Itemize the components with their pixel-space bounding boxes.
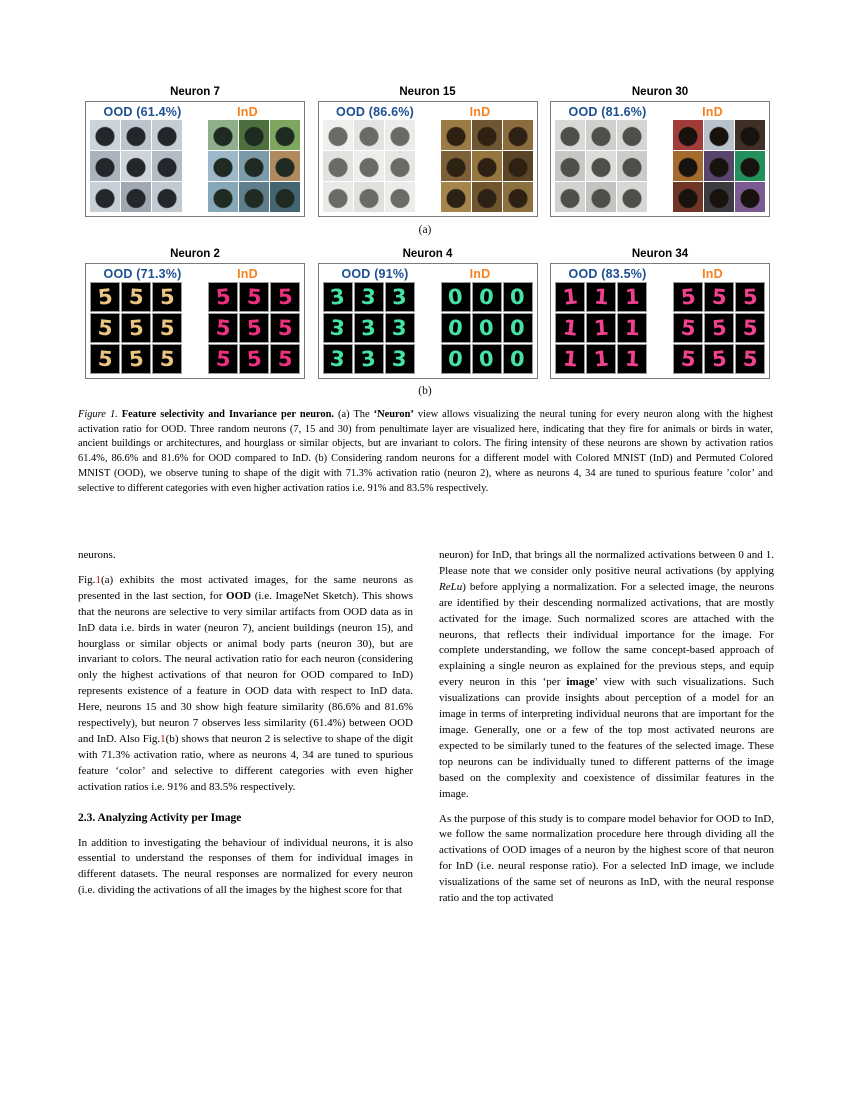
digit-glyph: 5 bbox=[245, 315, 263, 340]
digit-glyph: 5 bbox=[710, 315, 728, 340]
panel-grids bbox=[90, 282, 300, 374]
image-tile bbox=[503, 120, 533, 150]
digit-tile bbox=[441, 282, 471, 312]
image-tile bbox=[152, 120, 182, 150]
image-tile bbox=[472, 120, 502, 150]
digit-glyph: 5 bbox=[679, 314, 697, 341]
panel-title: Neuron 7 bbox=[170, 86, 220, 98]
digit-tile bbox=[735, 282, 765, 312]
figure-row-a bbox=[85, 86, 770, 217]
ind-label: InD bbox=[237, 104, 258, 119]
digit-glyph: 5 bbox=[679, 345, 697, 372]
digit-glyph: 3 bbox=[360, 315, 377, 340]
image-tile bbox=[385, 151, 415, 181]
image-tile bbox=[208, 182, 238, 212]
ood-image-grid bbox=[555, 120, 647, 212]
image-tile bbox=[208, 120, 238, 150]
panel-labels bbox=[323, 265, 533, 282]
image-tile bbox=[354, 120, 384, 150]
digit-glyph: 5 bbox=[742, 346, 758, 371]
image-tile bbox=[152, 151, 182, 181]
image-tile bbox=[441, 120, 471, 150]
digit-glyph: 0 bbox=[509, 315, 526, 340]
ind-label: InD bbox=[702, 104, 723, 119]
digit-tile bbox=[90, 282, 120, 312]
ind-label: InD bbox=[237, 266, 258, 281]
digit-glyph: 5 bbox=[127, 315, 145, 340]
digit-glyph: 5 bbox=[127, 345, 145, 372]
figure-row-b bbox=[85, 248, 770, 379]
digit-tile bbox=[385, 313, 415, 343]
digit-glyph: 5 bbox=[127, 284, 145, 309]
panel-title: Neuron 30 bbox=[631, 86, 689, 98]
paragraph: neuron) for InD, that brings all the normalized activations between 0 and 1. Please note that we consider only positive neural activations (by applying ReLu) before applying a normalization. For a selected image, the neurons are identified by their descending normalized activations, that are mostly activated for the image. Such normalized scores are attached with the neurons, that reflects their individual importance for the image. For complete understanding, we follow the same concept-based approach of explaining a single neuron as explained for the previous steps, and equip every neuron in this ‘per image’ view with such visualizations. Such visualizations can provide insights about perception of a model for an image in terms of interpreting individual neurons that are important for the image. Generally, one or a few of the top most activated neurons are expected to be similarly tuned to the features of the selected image. These top neurons can be individually tuned to different patterns of the image based on the complexity and coexistence of dissimilar features in the image. bbox=[439, 549, 775, 800]
panel-title: Neuron 2 bbox=[170, 248, 220, 260]
digit-tile bbox=[555, 313, 585, 343]
digit-glyph: 1 bbox=[561, 314, 579, 341]
image-tile bbox=[208, 151, 238, 181]
image-tile bbox=[704, 182, 734, 212]
image-tile bbox=[704, 151, 734, 181]
digit-tile bbox=[617, 344, 647, 374]
image-tile bbox=[673, 182, 703, 212]
ood-digit-grid bbox=[90, 282, 182, 374]
panel-box bbox=[85, 101, 305, 217]
digit-tile bbox=[586, 282, 616, 312]
digit-tile bbox=[441, 313, 471, 343]
digit-tile bbox=[270, 344, 300, 374]
digit-glyph: 1 bbox=[624, 284, 640, 309]
panel-title: Neuron 34 bbox=[631, 248, 689, 260]
image-tile bbox=[270, 182, 300, 212]
neuron-panel bbox=[550, 248, 770, 379]
image-tile bbox=[354, 151, 384, 181]
image-tile bbox=[673, 151, 703, 181]
digit-tile bbox=[121, 282, 151, 312]
ind-image-grid bbox=[441, 120, 533, 212]
ind-digit-grid bbox=[208, 282, 300, 374]
digit-glyph: 1 bbox=[561, 283, 579, 310]
digit-tile bbox=[270, 282, 300, 312]
digit-tile bbox=[704, 313, 734, 343]
ood-label: OOD (91%) bbox=[341, 266, 409, 281]
panel-labels bbox=[90, 265, 300, 282]
image-tile bbox=[121, 182, 151, 212]
body-column-left bbox=[78, 548, 413, 908]
digit-glyph: 5 bbox=[214, 283, 232, 310]
image-tile bbox=[472, 151, 502, 181]
image-tile bbox=[354, 182, 384, 212]
digit-tile bbox=[673, 344, 703, 374]
image-tile bbox=[90, 151, 120, 181]
ood-image-grid bbox=[90, 120, 182, 212]
digit-tile bbox=[239, 344, 269, 374]
digit-glyph: 5 bbox=[159, 315, 175, 340]
image-tile bbox=[555, 151, 585, 181]
digit-tile bbox=[152, 313, 182, 343]
ind-label: InD bbox=[469, 104, 491, 119]
digit-glyph: 5 bbox=[96, 345, 114, 372]
ind-digit-grid bbox=[673, 282, 765, 374]
image-tile bbox=[586, 120, 616, 150]
digit-glyph: 0 bbox=[447, 345, 464, 372]
digit-tile bbox=[208, 313, 238, 343]
digit-tile bbox=[323, 313, 353, 343]
digit-tile bbox=[90, 344, 120, 374]
neuron-panel bbox=[550, 86, 770, 217]
digit-glyph: 5 bbox=[277, 315, 293, 340]
neuron-panel bbox=[85, 248, 305, 379]
paragraph: In addition to investigating the behaviour of individual neurons, it is also essential to understand the responses of them for individual images in different datasets. The neural responses are normalized for every neuron (i.e. dividing the activations of all the images by the highest score for that bbox=[78, 836, 413, 897]
image-tile bbox=[152, 182, 182, 212]
digit-tile bbox=[586, 344, 616, 374]
panel-grids bbox=[555, 282, 765, 374]
image-tile bbox=[735, 182, 765, 212]
digit-glyph: 0 bbox=[478, 315, 495, 340]
digit-glyph: 0 bbox=[478, 284, 495, 309]
panel-box bbox=[550, 101, 770, 217]
ood-label: OOD (71.3%) bbox=[103, 266, 182, 281]
ind-image-grid bbox=[673, 120, 765, 212]
digit-glyph: 1 bbox=[624, 315, 640, 340]
digit-glyph: 5 bbox=[277, 346, 293, 371]
image-tile bbox=[90, 182, 120, 212]
panel-labels bbox=[323, 103, 533, 120]
section-heading: 2.3. Analyzing Activity per Image bbox=[78, 811, 242, 824]
digit-tile bbox=[354, 344, 384, 374]
ind-image-grid bbox=[208, 120, 300, 212]
image-tile bbox=[735, 151, 765, 181]
panel-title: Neuron 15 bbox=[399, 86, 456, 98]
panel-box bbox=[550, 263, 770, 379]
subfigure-label-b: (b) bbox=[418, 385, 432, 397]
neuron-panel bbox=[85, 86, 305, 217]
digit-tile bbox=[323, 282, 353, 312]
ood-digit-grid bbox=[323, 282, 415, 374]
panel-grids bbox=[555, 120, 765, 212]
digit-tile bbox=[385, 344, 415, 374]
panel-grids bbox=[323, 120, 533, 212]
digit-glyph: 3 bbox=[391, 284, 408, 309]
image-tile bbox=[704, 120, 734, 150]
digit-tile bbox=[704, 344, 734, 374]
panel-labels bbox=[555, 103, 765, 120]
image-tile bbox=[673, 120, 703, 150]
digit-tile bbox=[555, 344, 585, 374]
digit-tile bbox=[208, 282, 238, 312]
digit-tile bbox=[472, 344, 502, 374]
subfigure-label-a: (a) bbox=[418, 224, 432, 236]
digit-glyph: 3 bbox=[329, 314, 347, 341]
image-tile bbox=[385, 120, 415, 150]
digit-glyph: 3 bbox=[328, 283, 346, 310]
digit-glyph: 1 bbox=[561, 345, 579, 372]
ind-label: InD bbox=[702, 266, 723, 281]
image-tile bbox=[270, 151, 300, 181]
image-tile bbox=[121, 151, 151, 181]
digit-tile bbox=[586, 313, 616, 343]
digit-tile bbox=[735, 344, 765, 374]
digit-glyph: 5 bbox=[159, 284, 175, 309]
digit-tile bbox=[617, 282, 647, 312]
digit-glyph: 5 bbox=[710, 345, 728, 372]
digit-tile bbox=[555, 282, 585, 312]
image-tile bbox=[90, 120, 120, 150]
ind-digit-grid bbox=[441, 282, 533, 374]
digit-glyph: 5 bbox=[214, 345, 232, 372]
digit-glyph: 5 bbox=[214, 314, 232, 341]
panel-box bbox=[318, 101, 538, 217]
digit-glyph: 5 bbox=[742, 284, 758, 309]
image-tile bbox=[472, 182, 502, 212]
neuron-panel bbox=[318, 86, 538, 217]
image-tile bbox=[503, 151, 533, 181]
digit-glyph: 0 bbox=[447, 314, 465, 341]
digit-tile bbox=[673, 282, 703, 312]
digit-glyph: 5 bbox=[710, 284, 728, 309]
digit-tile bbox=[239, 313, 269, 343]
image-tile bbox=[270, 120, 300, 150]
image-tile bbox=[555, 182, 585, 212]
digit-glyph: 5 bbox=[245, 284, 263, 309]
digit-glyph: 1 bbox=[592, 284, 610, 309]
digit-tile bbox=[152, 344, 182, 374]
digit-tile bbox=[704, 282, 734, 312]
image-tile bbox=[617, 151, 647, 181]
digit-tile bbox=[270, 313, 300, 343]
digit-tile bbox=[152, 282, 182, 312]
digit-tile bbox=[673, 313, 703, 343]
digit-glyph: 5 bbox=[245, 345, 263, 372]
digit-glyph: 0 bbox=[509, 346, 526, 371]
digit-tile bbox=[385, 282, 415, 312]
paragraph: neurons. bbox=[78, 549, 116, 561]
ind-label: InD bbox=[469, 266, 491, 281]
image-tile bbox=[323, 151, 353, 181]
panel-box bbox=[85, 263, 305, 379]
digit-glyph: 1 bbox=[624, 346, 640, 371]
digit-tile bbox=[472, 313, 502, 343]
ood-label: OOD (61.4%) bbox=[103, 104, 182, 119]
digit-tile bbox=[121, 313, 151, 343]
paragraph: As the purpose of this study is to compare model behavior for OOD to InD, we follow the same normalization procedure here through dividing all the activations of OOD images of a neuron by the highest score of that neuron for InD (i.e. neural response ratio). For a selected InD image, we include visualizations of the same set of neurons as InD, with the neural response ratio and the top activated bbox=[439, 812, 774, 905]
ood-label: OOD (81.6%) bbox=[568, 104, 647, 119]
digit-glyph: 5 bbox=[96, 314, 114, 341]
digit-tile bbox=[239, 282, 269, 312]
image-tile bbox=[555, 120, 585, 150]
panel-box bbox=[318, 263, 538, 379]
digit-tile bbox=[441, 344, 471, 374]
digit-tile bbox=[208, 344, 238, 374]
image-tile bbox=[323, 182, 353, 212]
image-tile bbox=[323, 120, 353, 150]
digit-glyph: 5 bbox=[679, 283, 697, 310]
digit-glyph: 5 bbox=[96, 283, 114, 310]
digit-glyph: 0 bbox=[478, 345, 495, 372]
ood-label: OOD (86.6%) bbox=[336, 104, 414, 119]
image-tile bbox=[617, 120, 647, 150]
panel-grids bbox=[90, 120, 300, 212]
digit-tile bbox=[354, 313, 384, 343]
neuron-panel bbox=[318, 248, 538, 379]
image-tile bbox=[441, 182, 471, 212]
image-tile bbox=[586, 182, 616, 212]
digit-tile bbox=[617, 313, 647, 343]
ood-digit-grid bbox=[555, 282, 647, 374]
digit-glyph: 0 bbox=[446, 283, 464, 310]
panel-title: Neuron 4 bbox=[402, 248, 453, 260]
image-tile bbox=[239, 182, 269, 212]
image-tile bbox=[441, 151, 471, 181]
digit-glyph: 5 bbox=[277, 284, 293, 309]
digit-glyph: 5 bbox=[742, 315, 758, 340]
image-tile bbox=[239, 151, 269, 181]
digit-tile bbox=[735, 313, 765, 343]
digit-tile bbox=[503, 313, 533, 343]
image-tile bbox=[121, 120, 151, 150]
digit-tile bbox=[503, 344, 533, 374]
digit-tile bbox=[503, 282, 533, 312]
digit-glyph: 3 bbox=[391, 346, 408, 371]
digit-glyph: 1 bbox=[592, 315, 610, 340]
digit-glyph: 5 bbox=[159, 346, 175, 371]
digit-tile bbox=[121, 344, 151, 374]
image-tile bbox=[617, 182, 647, 212]
digit-tile bbox=[90, 313, 120, 343]
figure-caption: Figure 1. Feature selectivity and Invariance per neuron. (a) The ‘Neuron’ view allows visualizing the neural tuning for every neuron along with the highest activation ratio for OOD. Three random neurons (7, 15 and 30) from penultimate layer are visualized here, indicating that they fire for animals or birds in water, ancient buildings or architectures, and hourglass or similar objects, but are invariant to colors. The firing intensity of these neurons are shown by activation ratios 61.4%, 86.6% and 81.6% for OOD compared to InD. (b) Considering random neurons for a different model with Colored MNIST (InD) and Permuted Colored MNIST (OOD), we observe tuning to shape of the digit with 71.3% activation ratio (neuron 2), where as neurons 4, 34 are tuned to spurious feature ’color’ and selective to different categories with even higher activation ratios i.e. 91% and 83.5% respectively. bbox=[78, 409, 773, 494]
body-column-right bbox=[439, 548, 774, 916]
ood-label: OOD (83.5%) bbox=[568, 266, 647, 281]
image-tile bbox=[586, 151, 616, 181]
digit-glyph: 3 bbox=[360, 284, 377, 309]
digit-glyph: 0 bbox=[509, 284, 526, 309]
image-tile bbox=[503, 182, 533, 212]
digit-glyph: 3 bbox=[329, 345, 346, 372]
digit-tile bbox=[323, 344, 353, 374]
digit-glyph: 1 bbox=[592, 345, 610, 372]
panel-grids bbox=[323, 282, 533, 374]
image-tile bbox=[735, 120, 765, 150]
image-tile bbox=[239, 120, 269, 150]
digit-tile bbox=[354, 282, 384, 312]
digit-glyph: 3 bbox=[391, 315, 408, 340]
ood-image-grid bbox=[323, 120, 415, 212]
panel-labels bbox=[555, 265, 765, 282]
panel-labels bbox=[90, 103, 300, 120]
digit-glyph: 3 bbox=[360, 345, 377, 372]
image-tile bbox=[385, 182, 415, 212]
digit-tile bbox=[472, 282, 502, 312]
paragraph: Fig.1(a) exhibits the most activated images, for the same neurons as presented in the last section, for OOD (i.e. ImageNet Sketch). This shows that the neurons are selective to very similar artifacts from OOD data as in InD data i.e. birds in water (neuron 7), ancient buildings (neuron 15), and hourglass or similar objects or animal body parts (neuron 30), but are invariant to colors. The neural activation ratio for each neuron (considering only the highest activations of that neuron for OOD compared to InD) represents existence of a feature in OOD data with respect to InD data. Here, neurons 15 and 30 show high feature similarity (86.6% and 81.6% respectively), but neuron 7 observes less similarity (61.4%) between OOD and InD. Also Fig.1(b) shows that neuron 2 is selective to shape of the digit with 71.3% activation ratio, where as neurons 4, 34 are tuned to spurious feature ‘color’ and selective to different categories with even higher activation ratios i.e. 91% and 83.5% respectively. bbox=[78, 573, 414, 793]
